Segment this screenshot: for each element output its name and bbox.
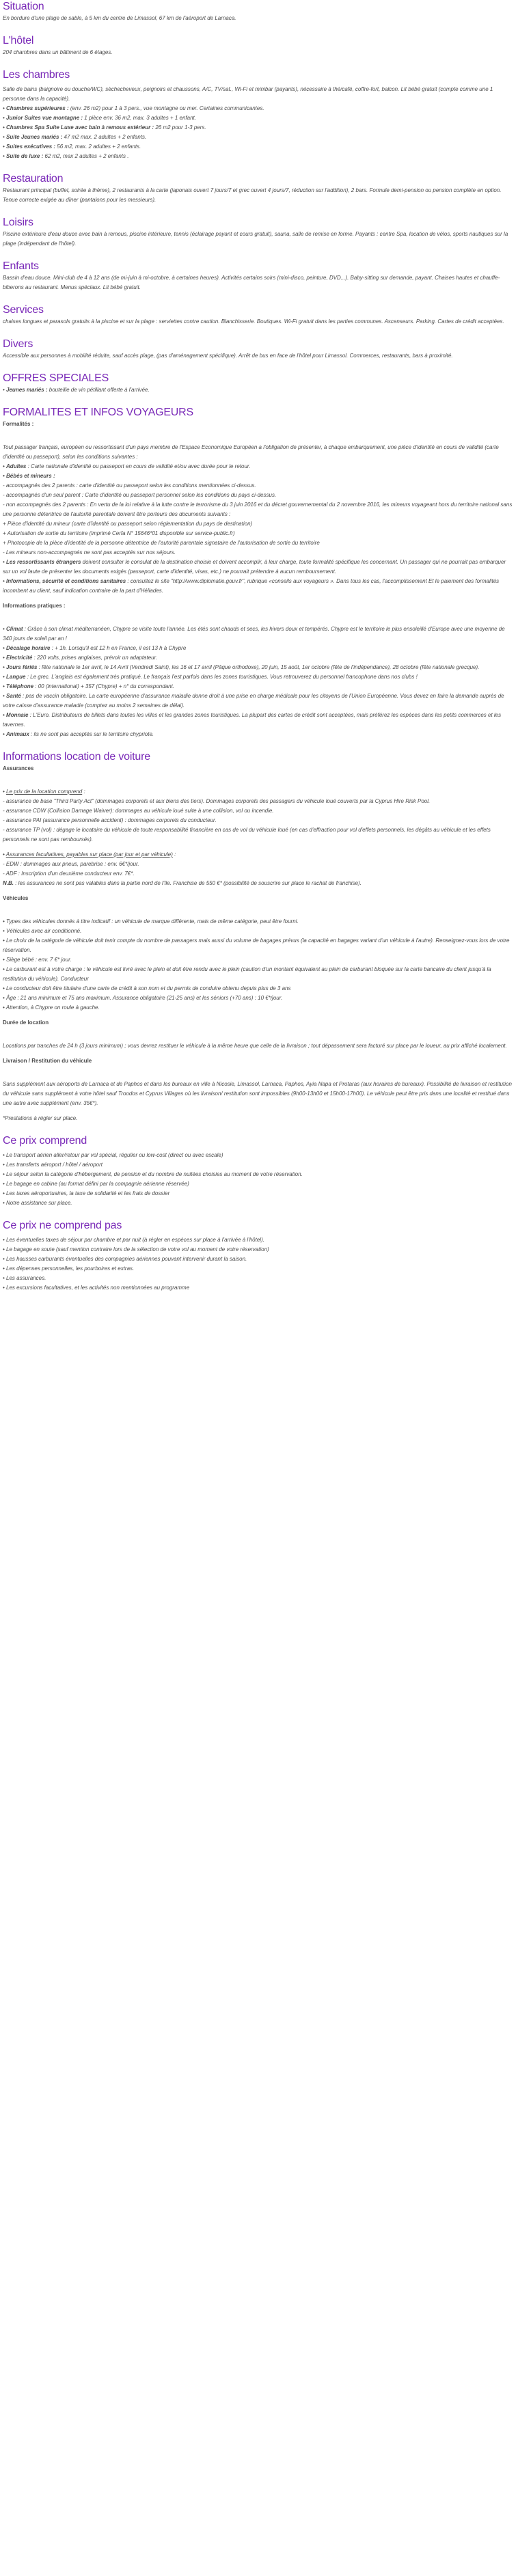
- formalites-subtitle: Formalités :: [3, 421, 34, 427]
- divers-title: Divers: [3, 338, 33, 350]
- ne-comprend-item: • Les excursions facultatives, et les activités non mentionnées au programme: [3, 1283, 514, 1293]
- section-hotel: [3, 34, 514, 57]
- vehicule-item: • Siège bébé : env. 7 €* jour.: [3, 955, 514, 965]
- ne-comprend-item: • Les éventuelles taxes de séjour par chambre et par nuit (à régler en espèces sur place à l'arrivée à l'hôtel).: [3, 1235, 514, 1245]
- section-ne-comprend: [3, 1219, 514, 1293]
- prix-line: - assurance TP (vol) : dégage le locataire du véhicule de toute responsabilité financière en cas de vol du véhicule loué (en cas d'effraction pour vol d'effets personnels, les dégâts au véhicule et les effets personnels ne sont pas remboursés).: [3, 827, 491, 842]
- facultatives-line: - ADF : Inscription d'un deuxième conducteur env. 7€*.: [3, 871, 135, 877]
- pratiques-list: [3, 625, 514, 739]
- vehicule-item: • Véhicules avec air conditionné.: [3, 927, 514, 936]
- rooms-list: [3, 104, 514, 161]
- livraison-text: Sans supplément aux aéroports de Larnaca et de Paphos et dans les bureaux en ville à Nicosie, Limassol, Larnaca, Paphos, Ayia Napa et Protaras (aux horaires de bureaux). Possibilité de livraison et restitution du véhicule sans supplément à votre hôtel sauf Troodos et Cyprus Villages où les livraison/ restitution sont impossibles (9h00-13h00 et 15h00-17h00). Le véhicule peut être pris dans une localité et restitué dans une autre avec supplément (env. 35€*).: [3, 1081, 512, 1106]
- section-divers: [3, 338, 514, 361]
- hotel-text: 204 chambres dans un bâtiment de 6 étages.: [3, 49, 113, 55]
- prix-line: - assurance CDW (Collision Damage Waiver): dommages au véhicule loué suite à une collision, vol ou incendie.: [3, 808, 274, 814]
- comprend-item: • Les taxes aéroportuaires, la taxe de solidarité et les frais de dossier: [3, 1189, 514, 1198]
- formalites-line: + Photocopie de la pièce d'identité de la personne détentrice de l'autorité parentale signataire de l'autorisation de sortie du territoire: [3, 540, 320, 546]
- pratique-item: • Electricité : 220 volts, prises anglaises, prévoir un adaptateur.: [3, 653, 514, 663]
- formalites-informations: • Informations, sécurité et conditions sanitaires : consultez le site "http://www.diplomatie.gouv.fr", rubrique «conseils aux voyageurs ». Dans tous les cas, l'accomplissement Et le paiement des formalités incombent au client, sauf indication contraire de la part d'Héliades.: [3, 577, 514, 596]
- restauration-title: Restauration: [3, 173, 64, 184]
- section-formalites: [3, 406, 514, 739]
- ne-comprend-item: • Le bagage en soute (sauf mention contraire lors de la sélection de votre vol au moment de votre réservation): [3, 1245, 514, 1255]
- facultatives-line: - EDW : dommages aux pneus, parebrise : env. 6€*/jour.: [3, 861, 139, 867]
- comprend-item: • Le séjour selon la catégorie d'hébergement, de pension et du nombre de nuitées choisies au moment de votre réservation.: [3, 1170, 514, 1179]
- livraison-subtitle: Livraison / Restitution du véhicule: [3, 1058, 92, 1064]
- ne-comprend-title: Ce prix ne comprend pas: [3, 1220, 122, 1231]
- comprend-title: Ce prix comprend: [3, 1135, 87, 1147]
- vehicule-item: • Âge : 21 ans minimum et 75 ans maximum. Assurance obligatoire (21-25 ans) et les séniors (+70 ans) : 10 €*/jour.: [3, 994, 514, 1003]
- formalites-title: FORMALITES ET INFOS VOYAGEURS: [3, 407, 193, 418]
- section-loisirs: [3, 216, 514, 249]
- nb-note: N.B. : les assurances ne sont pas valables dans la partie nord de l'île. Franchise de 550 €* (possibilité de souscrire sur place le rachat de franchise).: [3, 880, 362, 886]
- offre-item: • Jeunes mariés : bouteille de vin pétillant offerte à l'arrivée.: [3, 385, 514, 395]
- section-enfants: [3, 260, 514, 292]
- vehicule-item: • Le conducteur doit être titulaire d'une carte de crédit à son nom et du permis de conduire obtenu depuis plus de 3 ans: [3, 984, 514, 994]
- pratique-item: • Animaux : ils ne sont pas acceptés sur le territoire chypriote.: [3, 730, 514, 739]
- room-item: • Suites exécutives : 56 m2, max. 2 adultes + 2 enfants.: [3, 142, 514, 152]
- pratique-item: • Climat : Grâce à son climat méditerranéen, Chypre se visite toute l'année. Les étés sont chauds et secs, les hivers doux et tempérés. Chypre est le territoire le plus ensoleillé d'Europe avec une moyenne de 340 jours de soleil par an !: [3, 625, 514, 644]
- prix-line: - assurance PAI (assurance personnelle accident) : dommages corporels du conducteur.: [3, 817, 217, 823]
- pratique-item: • Monnaie : L'Euro. Distributeurs de billets dans toutes les villes et les grandes zones touristiques. La plupart des cartes de crédit sont acceptées, mais préférez les espèces dans les petits commerces et les tavernes.: [3, 711, 514, 730]
- section-comprend: [3, 1134, 514, 1208]
- ne-comprend-item: • Les dépenses personnelles, les pourboires et extras.: [3, 1264, 514, 1274]
- loisirs-text: Piscine extérieure d'eau douce avec bain à remous, piscine intérieure, tennis (éclairage payant et cours gratuit), sauna, salle de remise en forme. Payants : centre Spa, location de vélos, sports nautiques sur la plage (indépendant de l'hôtel).: [3, 231, 508, 247]
- enfants-text: Bassin d'eau douce. Mini-club de 4 à 12 ans (de mi-juin à mi-octobre, à certaines heures). Activités certains soirs (mini-disco, peinture, DVD...). Baby-sitting sur demande, payant. Chaises hautes et chauffe-biberons au restaurant. Menus spéciaux. Lit bébé gratuit.: [3, 275, 500, 290]
- formalites-intro: Tout passager français, européen ou ressortissant d'un pays membre de l'Espace Economique Européen a l'obligation de présenter, à chaque embarquement, une pièce d'identité en cours de validité (carte d'identité ou passeport), selon les conditions suivantes :: [3, 444, 499, 460]
- restauration-text: Restaurant principal (buffet, soirée à thème), 2 restaurants à la carte (japonais ouvert 7 jours/7 et grec ouvert 4 jours/7, réduction sur l'addition), 2 bars. Formule demi-pension ou pension complète en option. Tenue correcte exigée au dîner (pantalons pour les messieurs).: [3, 187, 502, 203]
- rooms-intro: Salle de bains (baignoire ou douche/WC), sèchecheveux, peignoirs et chaussons, A/C, TV/sat., Wi-Fi et minibar (payants), nécessaire à thé/café, coffre-fort, balcon. Lit bébé gratuit (compte comme une 1 personne dans la capacité).: [3, 86, 493, 102]
- section-rooms: [3, 68, 514, 161]
- offres-title: OFFRES SPECIALES: [3, 372, 109, 384]
- comprend-item: • Le transport aérien aller/retour par vol spécial, régulier ou low-cost (direct ou avec escale): [3, 1151, 514, 1160]
- formalites-bebes: • Bébés et mineurs :: [3, 471, 514, 481]
- formalites-line: + Autorisation de sortie du territoire (imprimé Cerfa N° 15646*01 disponible sur service-public.fr): [3, 530, 235, 536]
- enfants-title: Enfants: [3, 260, 39, 272]
- assurances-subtitle: Assurances: [3, 765, 34, 771]
- services-title: Services: [3, 304, 44, 316]
- situation-title: Situation: [3, 1, 44, 12]
- formalites-ressortissants: • Les ressortissants étrangers doivent consulter le consulat de la destination choisie et doivent accomplir, à leur charge, toute formalité spécifique les concernant. Un passager qui ne pourrait pas embarquer sur un vol faute de présenter les documents exigés (passeport, carte d'identité, visas, etc.) ne pourrait prétendre à aucun remboursement.: [3, 558, 514, 577]
- pratiques-subtitle: Informations pratiques :: [3, 603, 66, 609]
- room-item: • Junior Suites vue montagne : 1 pièce env. 36 m2, max. 3 adultes + 1 enfant.: [3, 113, 514, 123]
- pratique-item: • Décalage horaire : + 1h. Lorsqu'il est 12 h en France, il est 13 h à Chypre: [3, 644, 514, 653]
- comprend-item: • Notre assistance sur place.: [3, 1198, 514, 1208]
- services-text: chaises longues et parasols gratuits à la piscine et sur la plage : serviettes contre caution. Blanchisserie. Boutiques. Wi-Fi gratuit dans les parties communes. Ascenseurs. Parking. Cartes de crédit acceptées.: [3, 318, 504, 325]
- vehicule-item: • Types des véhicules donnés à titre indicatif : un véhicule de marque différente, mais de même catégorie, peut être fourni.: [3, 917, 514, 927]
- duree-subtitle: Durée de location: [3, 1019, 49, 1026]
- room-item: • Chambres supérieures : (env. 26 m2) pour 1 à 3 pers., vue montagne ou mer. Certaines communicantes.: [3, 104, 514, 113]
- sur-place-note: *Prestations à régler sur place.: [3, 1115, 78, 1121]
- prix-comprend-label: • Le prix de la location comprend :: [3, 787, 514, 797]
- comprend-item: • Le bagage en cabine (au format défini par la compagnie aérienne réservée): [3, 1179, 514, 1189]
- duree-text: Locations par tranches de 24 h (3 jours minimum) ; vous devrez restituer le véhicule à la même heure que celle de la livraison ; tout dépassement sera facturé sur place par le loueur, au prix affiché localement.: [3, 1043, 507, 1049]
- rooms-title: Les chambres: [3, 69, 70, 81]
- pratique-item: • Jours fériés : fête nationale le 1er avril, le 14 Avril (Vendredi Saint), les 16 et 17 avril (Pâque orthodoxe), 20 juin, 15 août, 1er octobre (fête de l'indépendance), 28 octobre (fête nationale grecque).: [3, 663, 514, 672]
- formalites-adultes: • Adultes : Carte nationale d'identité ou passeport en cours de validité et/ou avec durée pour le retour.: [3, 462, 514, 471]
- ne-comprend-item: • Les hausses carburants éventuelles des compagnies aériennes pouvant intervenir durant la saison.: [3, 1255, 514, 1264]
- section-location: [3, 750, 514, 1123]
- formalites-line: + Pièce d'identité du mineur (carte d'identité ou passeport selon réglementation du pays de destination): [3, 521, 253, 527]
- vehicule-item: • Le carburant est à votre charge : le véhicule est livré avec le plein et doit être rendu avec le plein (caution d'un montant équivalent au plein de carburant bloquée sur la carte bancaire du client jusqu'à la restitution du véhicule). Conducteur: [3, 965, 514, 984]
- formalites-line: - accompagnés des 2 parents : carte d'identité ou passeport selon les conditions mentionnées ci-dessus.: [3, 482, 256, 489]
- prix-line: - assurance de base "Third Party Act" (dommages corporels et aux biens des tiers). Dommages corporels des passagers du véhicule loué couverts par la Cyprus Hire Risk Pool.: [3, 798, 431, 804]
- vehicule-item: • Le choix de la catégorie de véhicule doit tenir compte du nombre de passagers mais aussi du volume de bagages prévus (la capacité en bagages variant d'un véhicule à l'autre). Renseignez-vous lors de votre réservation.: [3, 936, 514, 955]
- comprend-item: • Les transferts aéroport / hôtel / aéroport: [3, 1160, 514, 1170]
- divers-text: Accessible aux personnes à mobilité réduite, sauf accès plage, (pas d'aménagement spécifique). Arrêt de bus en face de l'hôtel pour Limassol. Commerces, restaurants, bars à proximité.: [3, 353, 453, 359]
- ne-comprend-list: [3, 1235, 514, 1293]
- room-item: • Suite Jeunes mariés : 47 m2 max. 2 adultes + 2 enfants.: [3, 133, 514, 142]
- vehicules-subtitle: Véhicules: [3, 895, 29, 901]
- comprend-list: [3, 1151, 514, 1208]
- formalites-line: - accompagnés d'un seul parent : Carte d'identité ou passeport personnel selon les conditions du pays ci-dessus.: [3, 492, 277, 498]
- section-offres: [3, 372, 514, 395]
- formalites-line: - non accompagnés des 2 parents : En vertu de la loi relative à la lutte contre le terrorisme du 3 juin 2016 et du décret gouvernemental du 2 novembre 2016, les mineurs voyageant hors du territoire national sans une personne détentrice de l'autorité parentale doivent être porteurs des documents suivants :: [3, 502, 513, 517]
- room-item: • Suite de luxe : 62 m2, max 2 adultes + 2 enfants .: [3, 152, 514, 161]
- pratique-item: • Téléphone : 00 (international) + 357 (Chypre) + n° du correspondant.: [3, 682, 514, 691]
- location-title: Informations location de voiture: [3, 751, 150, 763]
- pratique-item: • Langue : Le grec. L'anglais est également très pratiqué. Le français l'est parfois dans les zones touristiques. Vous retrouverez du personnel francophone dans nos clubs !: [3, 672, 514, 682]
- vehicules-list: [3, 917, 514, 1013]
- ne-comprend-item: • Les assurances.: [3, 1274, 514, 1283]
- section-services: [3, 303, 514, 327]
- loisirs-title: Loisirs: [3, 217, 33, 228]
- section-restauration: [3, 172, 514, 205]
- hotel-title: L'hôtel: [3, 35, 34, 46]
- situation-text: En bordure d'une plage de sable, à 5 km du centre de Limassol, 67 km de l'aéroport de Larnaca.: [3, 15, 236, 21]
- formalites-line: - Les mineurs non-accompagnés ne sont pas acceptés sur nos séjours.: [3, 549, 176, 556]
- facultatives-label: • Assurances facultatives, payables sur place (par jour et par véhicule) :: [3, 850, 514, 860]
- room-item: • Chambres Spa Suite Luxe avec bain à remous extérieur : 26 m2 pour 1-3 pers.: [3, 123, 514, 133]
- section-situation: [3, 0, 514, 23]
- vehicule-item: • Attention, à Chypre on roule à gauche.: [3, 1003, 514, 1013]
- pratique-item: • Santé : pas de vaccin obligatoire. La carte européenne d'assurance maladie donne droit à une prise en charge médicale pour les citoyens de l'Union Européenne. Vous devez en faire la demande auprès de votre caisse d'assurance maladie (comptez au moins 2 semaines de délai).: [3, 691, 514, 711]
